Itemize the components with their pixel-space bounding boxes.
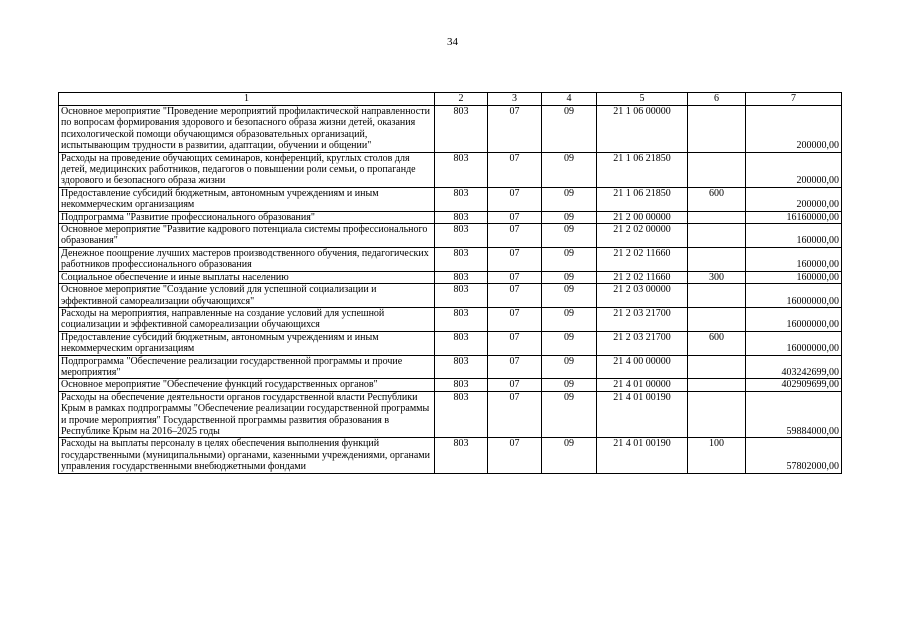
- page-number: 34: [447, 36, 458, 48]
- row-name-cell: Подпрограмма "Обеспечение реализации государственной программы и прочие мероприятия": [59, 355, 435, 379]
- amount-cell: 403242699,00: [746, 355, 842, 379]
- expense-type-cell: 600: [688, 331, 746, 355]
- target-article-cell: 21 2 02 00000: [597, 224, 688, 248]
- target-article-cell: 21 2 03 21700: [597, 331, 688, 355]
- table-row: [59, 106, 842, 153]
- expense-type-cell: [688, 224, 746, 248]
- column-header: 3: [488, 93, 542, 106]
- subsection-cell: 09: [542, 284, 597, 308]
- amount-cell: 160000,00: [746, 247, 842, 271]
- column-header: 6: [688, 93, 746, 106]
- ministry-code-cell: 803: [435, 271, 488, 283]
- expense-type-cell: 300: [688, 271, 746, 283]
- subsection-cell: 09: [542, 224, 597, 248]
- subsection-cell: 09: [542, 379, 597, 391]
- amount-cell: 16000000,00: [746, 307, 842, 331]
- table-row: [59, 379, 842, 391]
- amount-cell: 57802000,00: [746, 438, 842, 473]
- expense-type-cell: [688, 247, 746, 271]
- target-article-cell: 21 4 01 00190: [597, 438, 688, 473]
- section-cell: 07: [488, 307, 542, 331]
- table-row: [59, 307, 842, 331]
- ministry-code-cell: 803: [435, 211, 488, 223]
- subsection-cell: 09: [542, 391, 597, 438]
- subsection-cell: 09: [542, 106, 597, 153]
- ministry-code-cell: 803: [435, 379, 488, 391]
- subsection-cell: 09: [542, 187, 597, 211]
- budget-table: [58, 92, 842, 474]
- table-row: [59, 391, 842, 438]
- subsection-cell: 09: [542, 152, 597, 187]
- amount-cell: 16160000,00: [746, 211, 842, 223]
- row-name-cell: Расходы на проведение обучающих семинаров, конференций, круглых столов для детей, медицинских работников, педагогов о повышении роли семьи, о пропаганде здорового и безопасного образа жизни: [59, 152, 435, 187]
- row-name-cell: Предоставление субсидий бюджетным, автономным учреждениям и иным некоммерческим организациям: [59, 187, 435, 211]
- target-article-cell: 21 1 06 21850: [597, 152, 688, 187]
- column-header: 5: [597, 93, 688, 106]
- expense-type-cell: [688, 307, 746, 331]
- section-cell: 07: [488, 379, 542, 391]
- expense-type-cell: [688, 284, 746, 308]
- table-row: [59, 187, 842, 211]
- table-row: [59, 152, 842, 187]
- table-row: [59, 224, 842, 248]
- row-name-cell: Расходы на мероприятия, направленные на создание условий для успешной социализации и эффективной самореализации обучающихся: [59, 307, 435, 331]
- table-row: [59, 355, 842, 379]
- target-article-cell: 21 4 01 00000: [597, 379, 688, 391]
- table-row: [59, 331, 842, 355]
- expense-type-cell: [688, 379, 746, 391]
- expense-type-cell: 600: [688, 187, 746, 211]
- table-row: [59, 247, 842, 271]
- ministry-code-cell: 803: [435, 438, 488, 473]
- table-row: [59, 271, 842, 283]
- target-article-cell: 21 4 01 00190: [597, 391, 688, 438]
- target-article-cell: 21 4 00 00000: [597, 355, 688, 379]
- row-name-cell: Предоставление субсидий бюджетным, автономным учреждениям и иным некоммерческим организациям: [59, 331, 435, 355]
- subsection-cell: 09: [542, 211, 597, 223]
- row-name-cell: Денежное поощрение лучших мастеров производственного обучения, педагогических работников профессионального образования: [59, 247, 435, 271]
- column-header: 4: [542, 93, 597, 106]
- section-cell: 07: [488, 106, 542, 153]
- ministry-code-cell: 803: [435, 355, 488, 379]
- subsection-cell: 09: [542, 247, 597, 271]
- target-article-cell: 21 1 06 21850: [597, 187, 688, 211]
- section-cell: 07: [488, 284, 542, 308]
- row-name-cell: Основное мероприятие "Развитие кадрового потенциала системы профессионального образования": [59, 224, 435, 248]
- table-body: [59, 106, 842, 474]
- section-cell: 07: [488, 224, 542, 248]
- amount-cell: 200000,00: [746, 152, 842, 187]
- row-name-cell: Подпрограмма "Развитие профессионального образования": [59, 211, 435, 223]
- ministry-code-cell: 803: [435, 284, 488, 308]
- ministry-code-cell: 803: [435, 391, 488, 438]
- target-article-cell: 21 2 02 11660: [597, 247, 688, 271]
- amount-cell: 16000000,00: [746, 284, 842, 308]
- row-name-cell: Расходы на выплаты персоналу в целях обеспечения выполнения функций государственными (муниципальными) органами, казенными учреждениями, органами управления государственными внебюджетными фондами: [59, 438, 435, 473]
- amount-cell: 200000,00: [746, 106, 842, 153]
- ministry-code-cell: 803: [435, 307, 488, 331]
- ministry-code-cell: 803: [435, 247, 488, 271]
- subsection-cell: 09: [542, 438, 597, 473]
- row-name-cell: Основное мероприятие "Проведение мероприятий профилактической направленности по вопросам формирования здорового и безопасного образа жизни детей, оказания психологической помощи обучающимся образовательных организаций, испытывающим трудности в развитии, адаптации, обучении и общении": [59, 106, 435, 153]
- amount-cell: 160000,00: [746, 224, 842, 248]
- expense-type-cell: [688, 391, 746, 438]
- target-article-cell: 21 2 03 21700: [597, 307, 688, 331]
- ministry-code-cell: 803: [435, 187, 488, 211]
- column-header: 2: [435, 93, 488, 106]
- expense-type-cell: [688, 355, 746, 379]
- column-header: 1: [59, 93, 435, 106]
- subsection-cell: 09: [542, 271, 597, 283]
- amount-cell: 402909699,00: [746, 379, 842, 391]
- row-name-cell: Расходы на обеспечение деятельности органов государственной власти Республики Крым в рамках подпрограммы "Обеспечение реализации государственной программы и прочие мероприятия" Государственной программы развития образования в Республике Крым на 2016–2025 годы: [59, 391, 435, 438]
- target-article-cell: 21 2 03 00000: [597, 284, 688, 308]
- target-article-cell: 21 1 06 00000: [597, 106, 688, 153]
- section-cell: 07: [488, 247, 542, 271]
- table-row: [59, 284, 842, 308]
- amount-cell: 16000000,00: [746, 331, 842, 355]
- expense-type-cell: [688, 106, 746, 153]
- row-name-cell: Основное мероприятие "Создание условий для успешной социализации и эффективной самореализации обучающихся": [59, 284, 435, 308]
- subsection-cell: 09: [542, 355, 597, 379]
- amount-cell: 59884000,00: [746, 391, 842, 438]
- ministry-code-cell: 803: [435, 331, 488, 355]
- target-article-cell: 21 2 00 00000: [597, 211, 688, 223]
- ministry-code-cell: 803: [435, 106, 488, 153]
- section-cell: 07: [488, 152, 542, 187]
- amount-cell: 200000,00: [746, 187, 842, 211]
- table-header-row: [59, 93, 842, 106]
- subsection-cell: 09: [542, 307, 597, 331]
- column-header: 7: [746, 93, 842, 106]
- section-cell: 07: [488, 271, 542, 283]
- section-cell: 07: [488, 331, 542, 355]
- row-name-cell: Основное мероприятие "Обеспечение функций государственных органов": [59, 379, 435, 391]
- section-cell: 07: [488, 187, 542, 211]
- section-cell: 07: [488, 391, 542, 438]
- expense-type-cell: [688, 152, 746, 187]
- expense-type-cell: 100: [688, 438, 746, 473]
- subsection-cell: 09: [542, 331, 597, 355]
- section-cell: 07: [488, 211, 542, 223]
- row-name-cell: Социальное обеспечение и иные выплаты населению: [59, 271, 435, 283]
- target-article-cell: 21 2 02 11660: [597, 271, 688, 283]
- section-cell: 07: [488, 438, 542, 473]
- ministry-code-cell: 803: [435, 224, 488, 248]
- ministry-code-cell: 803: [435, 152, 488, 187]
- table-row: [59, 211, 842, 223]
- table-row: [59, 438, 842, 473]
- section-cell: 07: [488, 355, 542, 379]
- amount-cell: 160000,00: [746, 271, 842, 283]
- expense-type-cell: [688, 211, 746, 223]
